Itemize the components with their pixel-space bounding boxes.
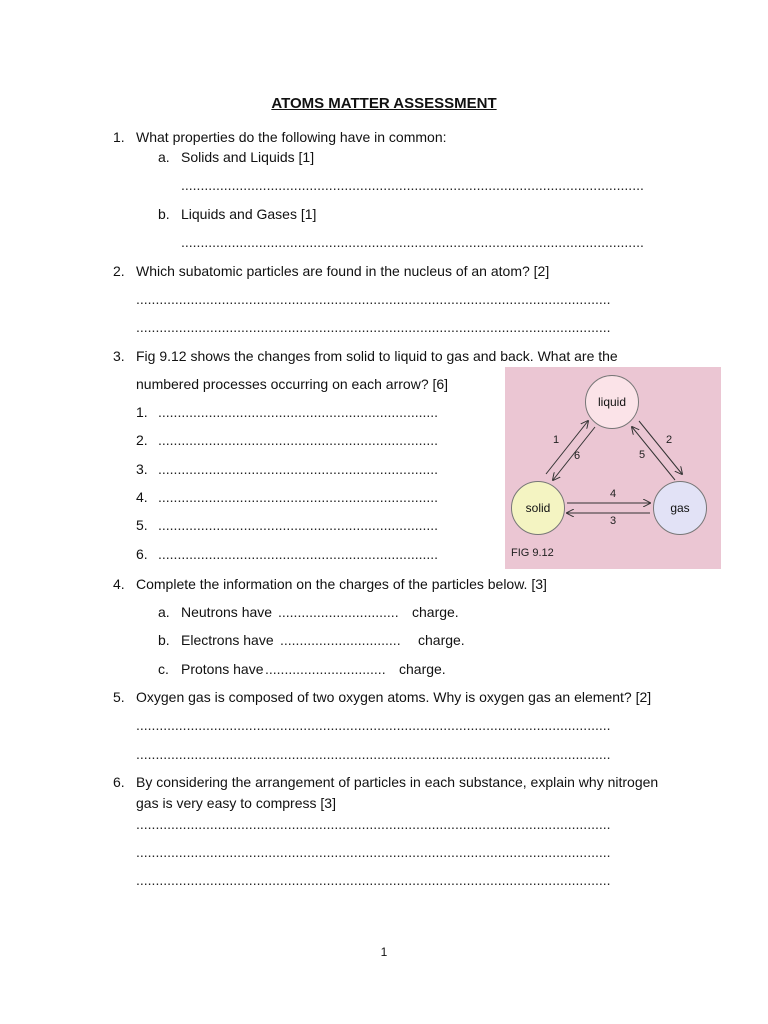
arrow-label-3: 3 — [610, 515, 617, 527]
q6-answer-line-3[interactable]: .......................................................................................................................... — [136, 872, 611, 888]
q4-text: Complete the information on the charges of the particles below. [3] — [136, 576, 547, 592]
page-number: 1 — [380, 945, 388, 959]
arrow-label-1: 1 — [553, 434, 560, 446]
arrow-label-2: 2 — [666, 434, 673, 446]
q3-answer-line[interactable]: ........................................................................ — [158, 517, 439, 533]
q3-item-number: 4. — [136, 489, 148, 505]
liquid-node: liquid — [585, 375, 639, 429]
q3-text-line2: numbered processes occurring on each arrow? [6] — [136, 376, 449, 392]
q4c-suffix: charge. — [399, 661, 446, 677]
arrow-label-6: 6 — [574, 450, 581, 462]
q6-answer-line-2[interactable]: .......................................................................................................................... — [136, 844, 611, 860]
q3-item-number: 3. — [136, 461, 148, 477]
arrow-label-4: 4 — [610, 488, 617, 500]
q5-text: Oxygen gas is composed of two oxygen atoms. Why is oxygen gas an element? [2] — [136, 689, 652, 705]
q1a-text: Solids and Liquids [1] — [181, 149, 315, 165]
q3-item-number: 2. — [136, 432, 148, 448]
solid-node: solid — [511, 481, 565, 535]
q1a-answer-line[interactable]: ....................................................................................................................... — [181, 177, 644, 193]
q3-item-number: 6. — [136, 546, 148, 562]
q6-text-line2: gas is very easy to compress [3] — [136, 795, 336, 811]
q6-text-line1: By considering the arrangement of particles in each substance, explain why nitrogen — [136, 774, 659, 790]
q1b-answer-line[interactable]: ....................................................................................................................... — [181, 234, 644, 250]
q3-item-number: 1. — [136, 404, 148, 420]
q2-answer-line-2[interactable]: .......................................................................................................................... — [136, 319, 611, 335]
q1-number: 1. — [113, 129, 125, 145]
q4b-answer-blank[interactable]: ............................... — [280, 632, 401, 648]
q4a-answer-blank[interactable]: ............................... — [278, 604, 399, 620]
q3-answer-line[interactable]: ........................................................................ — [158, 461, 439, 477]
q2-text: Which subatomic particles are found in the nucleus of an atom? [2] — [136, 263, 550, 279]
q4c-answer-blank[interactable]: ............................... — [265, 661, 386, 677]
figure-caption: FIG 9.12 — [511, 547, 554, 559]
q3-answer-line[interactable]: ........................................................................ — [158, 404, 439, 420]
page-title: ATOMS MATTER ASSESSMENT — [271, 95, 497, 112]
q3-answer-line[interactable]: ........................................................................ — [158, 489, 439, 505]
q4c-letter: c. — [158, 661, 169, 677]
q4c-prefix: Protons have — [181, 661, 264, 677]
q3-text-line1: Fig 9.12 shows the changes from solid to liquid to gas and back. What are the — [136, 348, 618, 364]
states-of-matter-figure — [505, 367, 721, 569]
q3-item-number: 5. — [136, 517, 148, 533]
q6-answer-line-1[interactable]: .......................................................................................................................... — [136, 816, 611, 832]
q5-number: 5. — [113, 689, 125, 705]
q4a-letter: a. — [158, 604, 170, 620]
q3-number: 3. — [113, 348, 125, 364]
q2-answer-line-1[interactable]: .......................................................................................................................... — [136, 291, 611, 307]
q4a-prefix: Neutrons have — [181, 604, 273, 620]
q4b-letter: b. — [158, 632, 170, 648]
q3-answer-line[interactable]: ........................................................................ — [158, 546, 439, 562]
q3-answer-line[interactable]: ........................................................................ — [158, 432, 439, 448]
q1a-letter: a. — [158, 149, 170, 165]
q1b-letter: b. — [158, 206, 170, 222]
arrow-2 — [639, 421, 682, 474]
arrow-1 — [546, 421, 588, 474]
q2-number: 2. — [113, 263, 125, 279]
q4a-suffix: charge. — [412, 604, 459, 620]
q4-number: 4. — [113, 576, 125, 592]
gas-node: gas — [653, 481, 707, 535]
q6-number: 6. — [113, 774, 125, 790]
q5-answer-line-2[interactable]: .......................................................................................................................... — [136, 746, 611, 762]
q1-text: What properties do the following have in common: — [136, 129, 447, 145]
q4b-prefix: Electrons have — [181, 632, 274, 648]
q5-answer-line-1[interactable]: .......................................................................................................................... — [136, 717, 611, 733]
q4b-suffix: charge. — [418, 632, 465, 648]
q1b-text: Liquids and Gases [1] — [181, 206, 317, 222]
arrow-label-5: 5 — [639, 449, 646, 461]
